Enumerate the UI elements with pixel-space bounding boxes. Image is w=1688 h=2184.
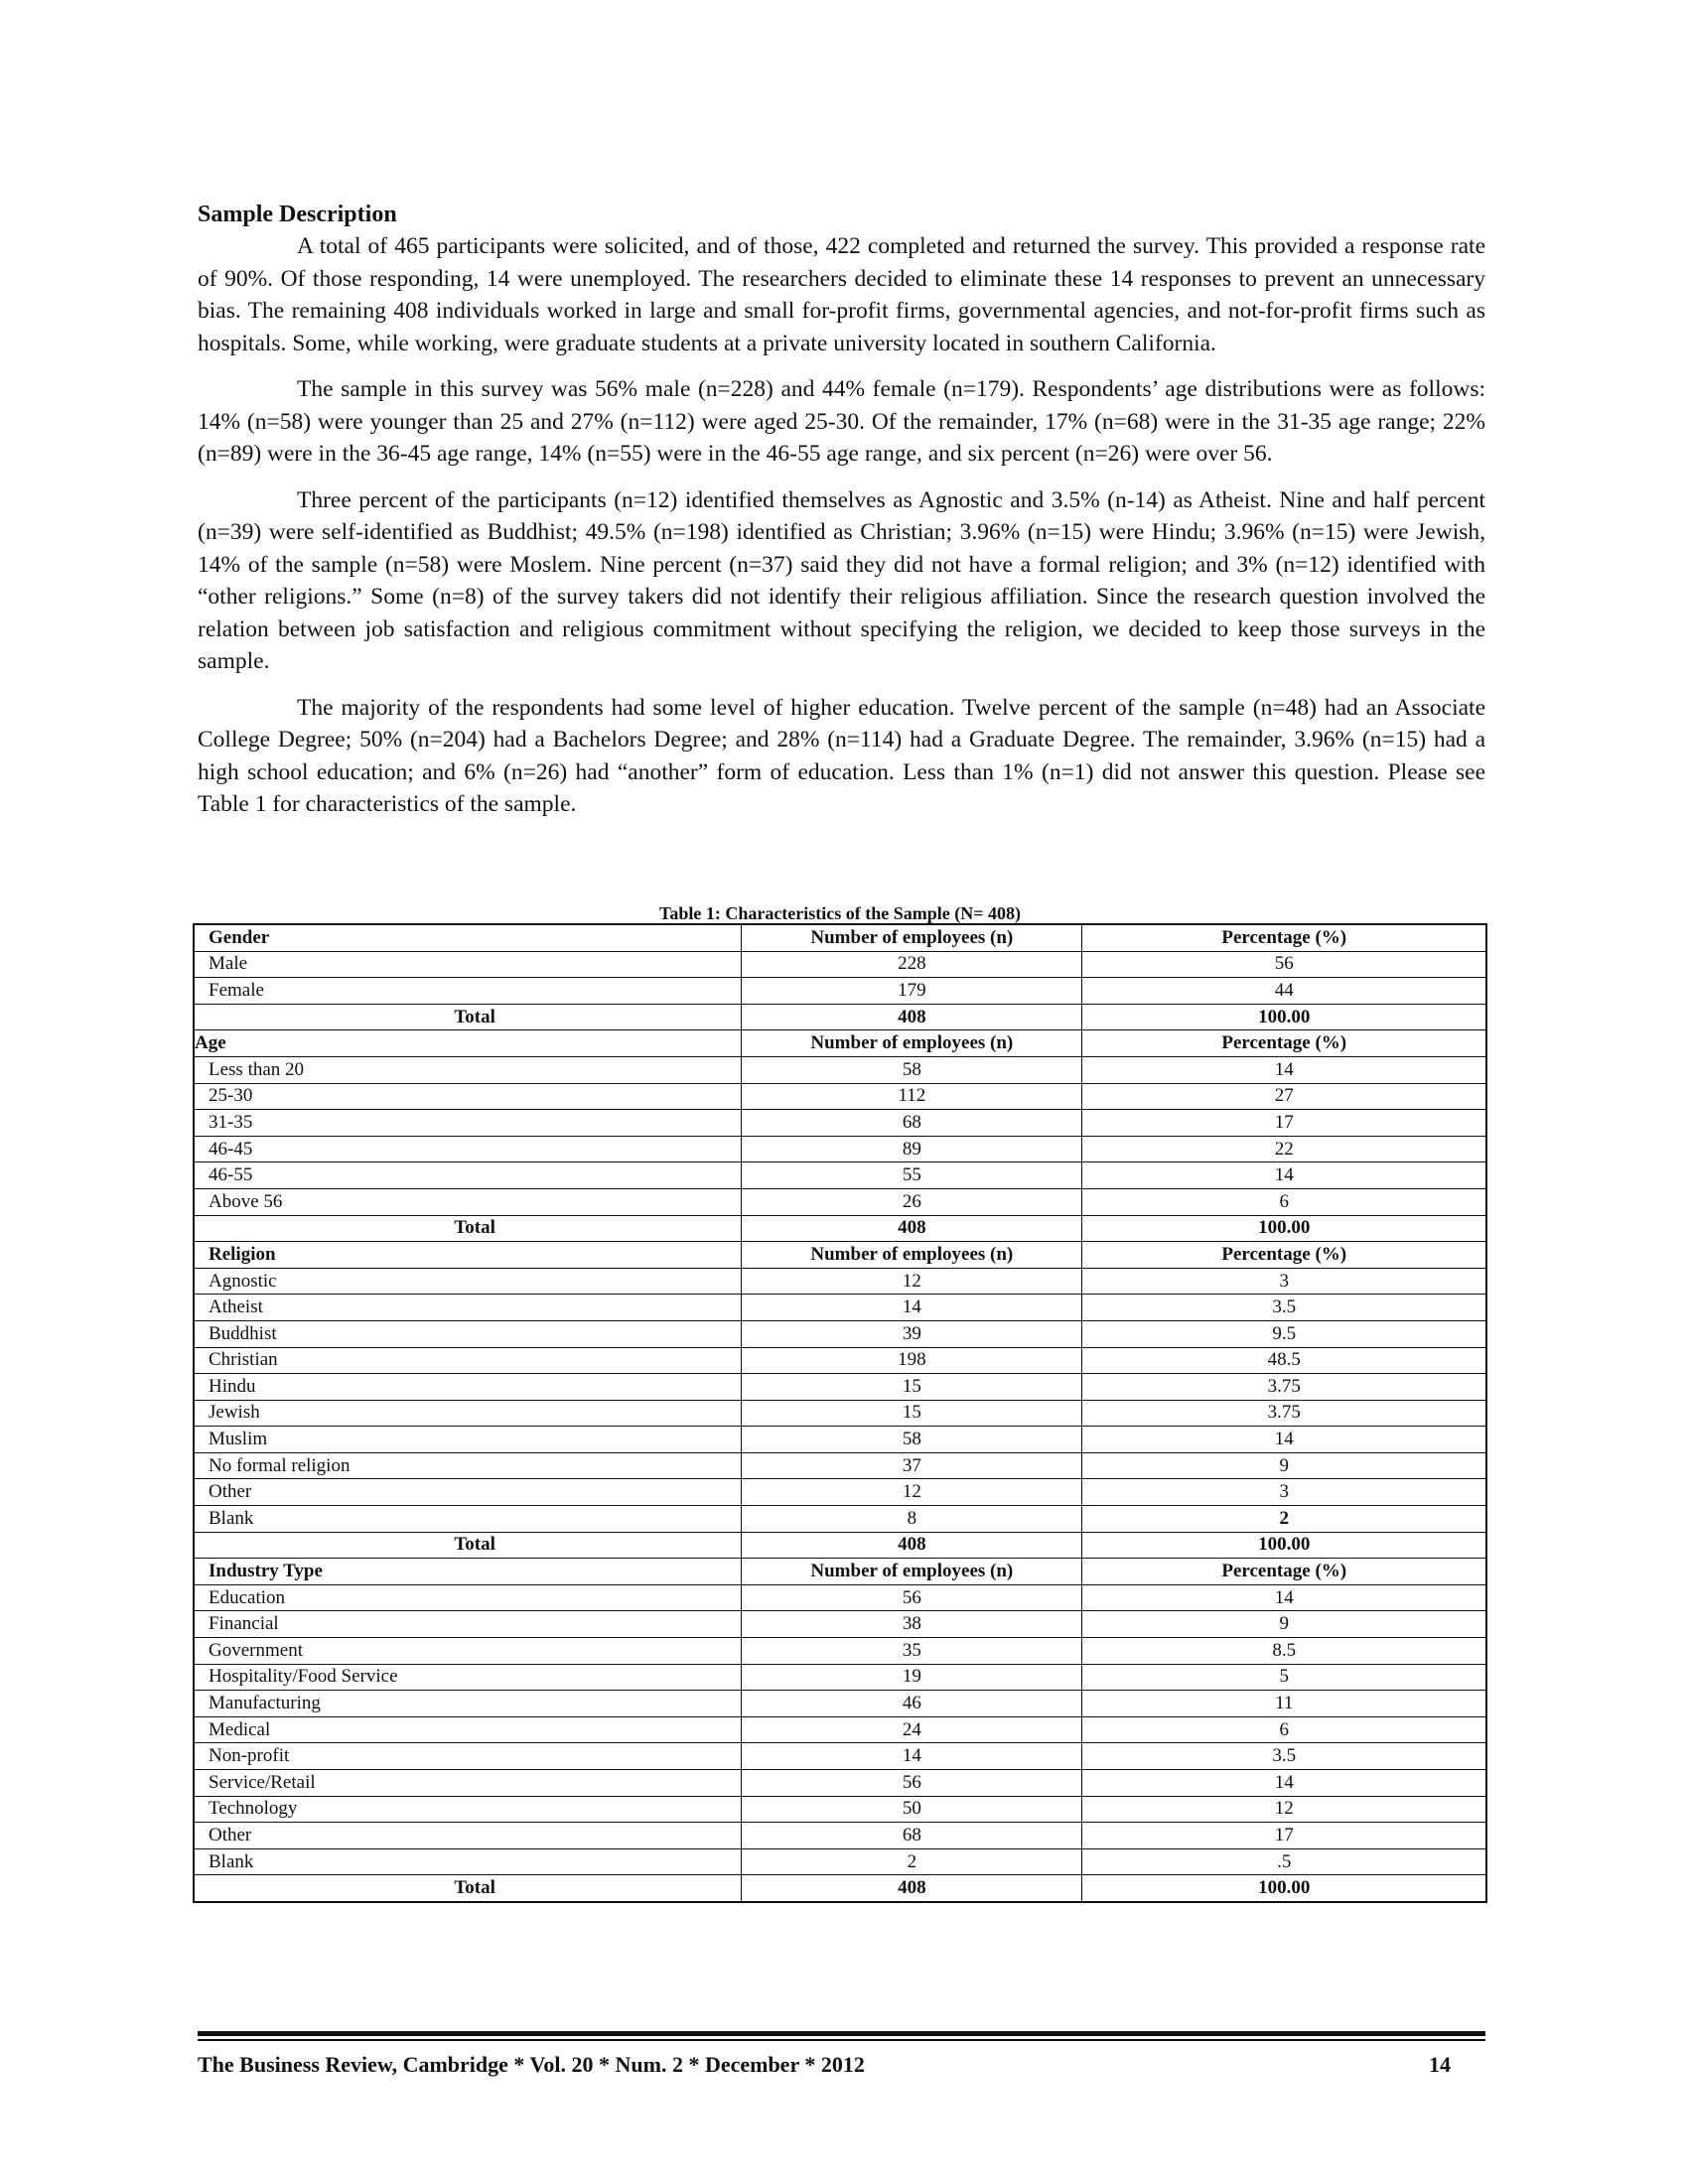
row-pct: 8.5 [1082, 1638, 1486, 1665]
row-label: 46-45 [194, 1136, 742, 1162]
total-label: Total [194, 1215, 742, 1242]
paragraph: Three percent of the participants (n=12) identified themselves as Agnostic and 3.5% (n-14) as Atheist. Nine and half percent (n=39) were self-identified as Buddhist; 49.5% (n=198) identified as Christian; 3.96% (n=15) were Hindu; 3.96% (n=15) were Jewish, 14% of the sample (n=58) were Moslem. Nine percent (n=37) said they did not have a formal religion; and 3% (n=12) identified with “other religions.” Some (n=8) of the survey takers did not identify their religious affiliation. Since the research question involved the relation between job satisfaction and religious commitment without specifying the religion, we decided to keep those surveys in the sample. [198, 486, 1485, 674]
table-group-header [194, 1242, 1486, 1269]
table-row [194, 1506, 1486, 1533]
table-row [194, 978, 1486, 1005]
table-row [194, 1823, 1486, 1849]
row-pct: 9 [1082, 1452, 1486, 1479]
row-n: 55 [742, 1162, 1082, 1189]
characteristics-table [193, 923, 1487, 1903]
row-pct: 2 [1082, 1506, 1486, 1533]
row-n: 68 [742, 1110, 1082, 1137]
row-n: 24 [742, 1716, 1082, 1743]
total-pct: 100.00 [1082, 1875, 1486, 1902]
table-row [194, 1083, 1486, 1110]
row-n: 198 [742, 1347, 1082, 1374]
row-label: Buddhist [194, 1320, 742, 1347]
row-n: 39 [742, 1320, 1082, 1347]
row-n: 12 [742, 1479, 1082, 1506]
row-pct: 56 [1082, 951, 1486, 978]
table-row [194, 1188, 1486, 1215]
paragraph: The majority of the respondents had some level of higher education. Twelve percent of the sample (n=48) had an Associate College Degree; 50% (n=204) had a Bachelors Degree; and 28% (n=114) had a Graduate Degree. The remainder, 3.96% (n=15) had a high school education; and 6% (n=26) had “another” form of education. Less than 1% (n=1) did not answer this question. Please see Table 1 for characteristics of the sample. [198, 694, 1485, 817]
row-n: 228 [742, 951, 1082, 978]
table-row [194, 1374, 1486, 1401]
table-row [194, 1110, 1486, 1137]
total-n: 408 [742, 1875, 1082, 1902]
group-title-industry: Industry Type [194, 1559, 742, 1585]
total-n: 408 [742, 1004, 1082, 1030]
total-label: Total [194, 1875, 742, 1902]
column-header-pct: Percentage (%) [1082, 1559, 1486, 1585]
group-title-gender: Gender [194, 924, 742, 951]
row-pct: 6 [1082, 1716, 1486, 1743]
table-row [194, 1479, 1486, 1506]
row-n: 26 [742, 1188, 1082, 1215]
row-label: Technology [194, 1796, 742, 1823]
row-label: Medical [194, 1716, 742, 1743]
table-group-header [194, 1559, 1486, 1585]
row-label: Atheist [194, 1295, 742, 1321]
table-total-row [194, 1875, 1486, 1902]
row-pct: 44 [1082, 978, 1486, 1005]
row-label: Christian [194, 1347, 742, 1374]
table-row [194, 1796, 1486, 1823]
row-n: 56 [742, 1770, 1082, 1797]
row-n: 58 [742, 1056, 1082, 1083]
row-pct: 3.75 [1082, 1400, 1486, 1427]
table-total-row [194, 1532, 1486, 1559]
table-row [194, 1770, 1486, 1797]
row-label: 25-30 [194, 1083, 742, 1110]
table-row [194, 1268, 1486, 1295]
row-n: 46 [742, 1691, 1082, 1717]
row-pct: 9 [1082, 1611, 1486, 1638]
table-row [194, 1452, 1486, 1479]
row-n: 8 [742, 1506, 1082, 1533]
journal-citation: The Business Review, Cambridge * Vol. 20 * Num. 2 * December * 2012 [198, 2052, 865, 2077]
row-pct: 17 [1082, 1110, 1486, 1137]
column-header-pct: Percentage (%) [1082, 1030, 1486, 1057]
row-label: Other [194, 1823, 742, 1849]
row-n: 58 [742, 1427, 1082, 1453]
row-pct: 5 [1082, 1664, 1486, 1691]
table-total-row [194, 1004, 1486, 1030]
column-header-n: Number of employees (n) [742, 924, 1082, 951]
row-label: Less than 20 [194, 1056, 742, 1083]
row-label: Service/Retail [194, 1770, 742, 1797]
article-body [198, 199, 1485, 835]
table-row [194, 1664, 1486, 1691]
row-label: Blank [194, 1506, 742, 1533]
row-n: 19 [742, 1664, 1082, 1691]
table-row [194, 1136, 1486, 1162]
row-n: 35 [742, 1638, 1082, 1665]
footer-rule [198, 2039, 1485, 2041]
row-n: 38 [742, 1611, 1082, 1638]
table-row [194, 1716, 1486, 1743]
row-n: 12 [742, 1268, 1082, 1295]
row-pct: 3.5 [1082, 1295, 1486, 1321]
row-label: No formal religion [194, 1452, 742, 1479]
column-header-pct: Percentage (%) [1082, 1242, 1486, 1269]
row-label: Blank [194, 1848, 742, 1875]
table-row [194, 1743, 1486, 1770]
table-row [194, 1320, 1486, 1347]
row-pct: 48.5 [1082, 1347, 1486, 1374]
row-n: 56 [742, 1584, 1082, 1611]
page-footer [198, 2051, 1451, 2079]
row-n: 68 [742, 1823, 1082, 1849]
row-pct: 3.75 [1082, 1374, 1486, 1401]
row-n: 50 [742, 1796, 1082, 1823]
row-pct: 9.5 [1082, 1320, 1486, 1347]
column-header-n: Number of employees (n) [742, 1559, 1082, 1585]
total-n: 408 [742, 1532, 1082, 1559]
row-pct: 3 [1082, 1268, 1486, 1295]
row-n: 15 [742, 1374, 1082, 1401]
row-n: 37 [742, 1452, 1082, 1479]
total-pct: 100.00 [1082, 1532, 1486, 1559]
row-label: Above 56 [194, 1188, 742, 1215]
paragraph: The sample in this survey was 56% male (n=228) and 44% female (n=179). Respondents’ age distributions were as follows: 14% (n=58) were younger than 25 and 27% (n=112) were aged 25-30. Of the remainder, 17% (n=68) were in the 31-35 age range; 22% (n=89) were in the 36-45 age range, 14% (n=55) were in the 46-55 age range, and six percent (n=26) were over 56. [198, 376, 1485, 467]
row-label: Hindu [194, 1374, 742, 1401]
row-label: Muslim [194, 1427, 742, 1453]
row-pct: 27 [1082, 1083, 1486, 1110]
row-pct: 17 [1082, 1823, 1486, 1849]
row-pct: 14 [1082, 1056, 1486, 1083]
table-total-row [194, 1215, 1486, 1242]
paragraph: A total of 465 participants were solicited, and of those, 422 completed and returned the survey. This provided a response rate of 90%. Of those responding, 14 were unemployed. The researchers decided to eliminate these 14 responses to prevent an unnecessary bias. The remaining 408 individuals worked in large and small for-profit firms, governmental agencies, and not-for-profit firms such as hospitals. Some, while working, were graduate students at a private university located in southern California. [198, 233, 1485, 356]
table-row [194, 1848, 1486, 1875]
row-label: Financial [194, 1611, 742, 1638]
row-label: Hospitality/Food Service [194, 1664, 742, 1691]
row-n: 179 [742, 978, 1082, 1005]
row-pct: 14 [1082, 1162, 1486, 1189]
table-group-header [194, 1030, 1486, 1057]
total-pct: 100.00 [1082, 1004, 1486, 1030]
row-label: 46-55 [194, 1162, 742, 1189]
row-pct: .5 [1082, 1848, 1486, 1875]
total-label: Total [194, 1532, 742, 1559]
total-n: 408 [742, 1215, 1082, 1242]
row-n: 89 [742, 1136, 1082, 1162]
group-title-age: Age [194, 1030, 742, 1057]
row-n: 14 [742, 1295, 1082, 1321]
row-label: Male [194, 951, 742, 978]
row-label: Government [194, 1638, 742, 1665]
row-pct: 12 [1082, 1796, 1486, 1823]
row-pct: 6 [1082, 1188, 1486, 1215]
table-row [194, 1611, 1486, 1638]
row-pct: 14 [1082, 1584, 1486, 1611]
section-heading: Sample Description [198, 202, 397, 227]
row-pct: 22 [1082, 1136, 1486, 1162]
row-pct: 14 [1082, 1770, 1486, 1797]
table-row [194, 1056, 1486, 1083]
row-n: 2 [742, 1848, 1082, 1875]
table-caption: Table 1: Characteristics of the Sample (N= 408) [658, 903, 1022, 923]
table-row [194, 1427, 1486, 1453]
table-row [194, 1638, 1486, 1665]
group-title-religion: Religion [194, 1242, 742, 1269]
row-n: 15 [742, 1400, 1082, 1427]
row-label: Other [194, 1479, 742, 1506]
row-label: Jewish [194, 1400, 742, 1427]
page-number: 14 [1429, 2052, 1451, 2077]
row-label: Agnostic [194, 1268, 742, 1295]
row-pct: 14 [1082, 1427, 1486, 1453]
row-label: Female [194, 978, 742, 1005]
row-n: 112 [742, 1083, 1082, 1110]
column-header-n: Number of employees (n) [742, 1030, 1082, 1057]
table-row [194, 1162, 1486, 1189]
total-pct: 100.00 [1082, 1215, 1486, 1242]
table-row [194, 1347, 1486, 1374]
row-pct: 11 [1082, 1691, 1486, 1717]
table-group-header [194, 924, 1486, 951]
table-row [194, 1691, 1486, 1717]
row-pct: 3 [1082, 1479, 1486, 1506]
column-header-pct: Percentage (%) [1082, 924, 1486, 951]
table-row [194, 1400, 1486, 1427]
table-row [194, 951, 1486, 978]
row-label: Manufacturing [194, 1691, 742, 1717]
total-label: Total [194, 1004, 742, 1030]
row-label: 31-35 [194, 1110, 742, 1137]
table-row [194, 1295, 1486, 1321]
row-label: Education [194, 1584, 742, 1611]
row-pct: 3.5 [1082, 1743, 1486, 1770]
row-label: Non-profit [194, 1743, 742, 1770]
column-header-n: Number of employees (n) [742, 1242, 1082, 1269]
table-row [194, 1584, 1486, 1611]
footer-rule [198, 2031, 1485, 2036]
row-n: 14 [742, 1743, 1082, 1770]
